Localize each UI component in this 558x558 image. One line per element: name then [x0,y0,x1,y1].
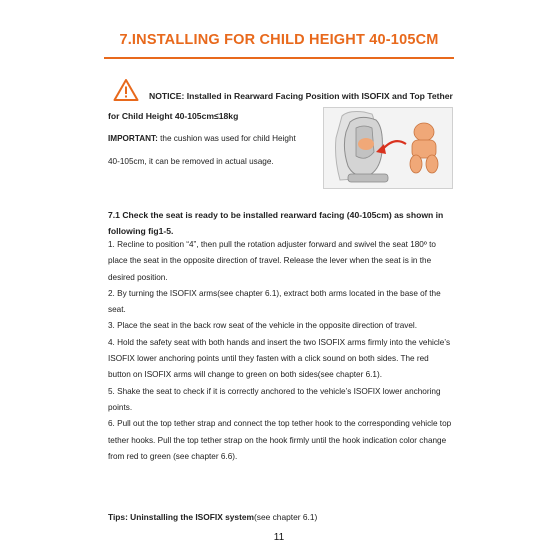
important-text: the cushion was used for child Height 40-105cm, it can be removed in actual usage. [108,134,296,166]
instruction-steps [108,237,453,465]
step-4: 4. Hold the safety seat with both hands and insert the two ISOFIX arms firmly into the vehicle’s ISOFIX lower anchoring points until they fasten with a click sound on both sides. The red button on ISOFIX arms will change to green on both sides(see chapter 6.1). [108,337,451,380]
tips-line [108,512,453,522]
step-2: 2. By turning the ISOFIX arms(see chapter 6.1), extract both arms located in the base of the seat. [108,288,441,315]
step-3: 3. Place the seat in the back row seat of the vehicle in the opposite direction of travel. [108,321,418,331]
page-title: 7.INSTALLING FOR CHILD HEIGHT 40-105CM [119,32,439,48]
step-5: 5. Shake the seat to check if it is correctly anchored to the vehicle’s ISOFIX lower anchoring points. [108,386,441,412]
step-6: 6. Pull out the top tether strap and connect the top tether hook to the corresponding vehicle top tether hooks. Pull the top tether strap on the hook firmly until the hook indication color change from red to green (see chapter 6.6). [108,419,452,461]
title-underline [104,57,454,59]
important-label: IMPORTANT: [108,134,158,143]
tips-label: Tips: Uninstalling the ISOFIX system [108,512,254,522]
page-number: 11 [273,532,285,543]
section-heading: 7.1 Check the seat is ready to be installed rearward facing (40-105cm) as shown in following fig1-5. [108,210,444,236]
step-1: 1. Recline to position “4”, then pull the rotation adjuster forward and swivel the seat 180º to place the seat in the opposite direction of travel. Release the lever when the seat is in the desired position. [108,240,436,282]
tips-reference: (see chapter 6.1) [253,512,318,522]
car-seat-illustration [323,107,453,189]
notice-text: NOTICE: Installed in Rearward Facing Position with ISOFIX and Top Tether for Child Height 40-105cm≤18kg [108,91,453,121]
important-note [108,127,308,173]
